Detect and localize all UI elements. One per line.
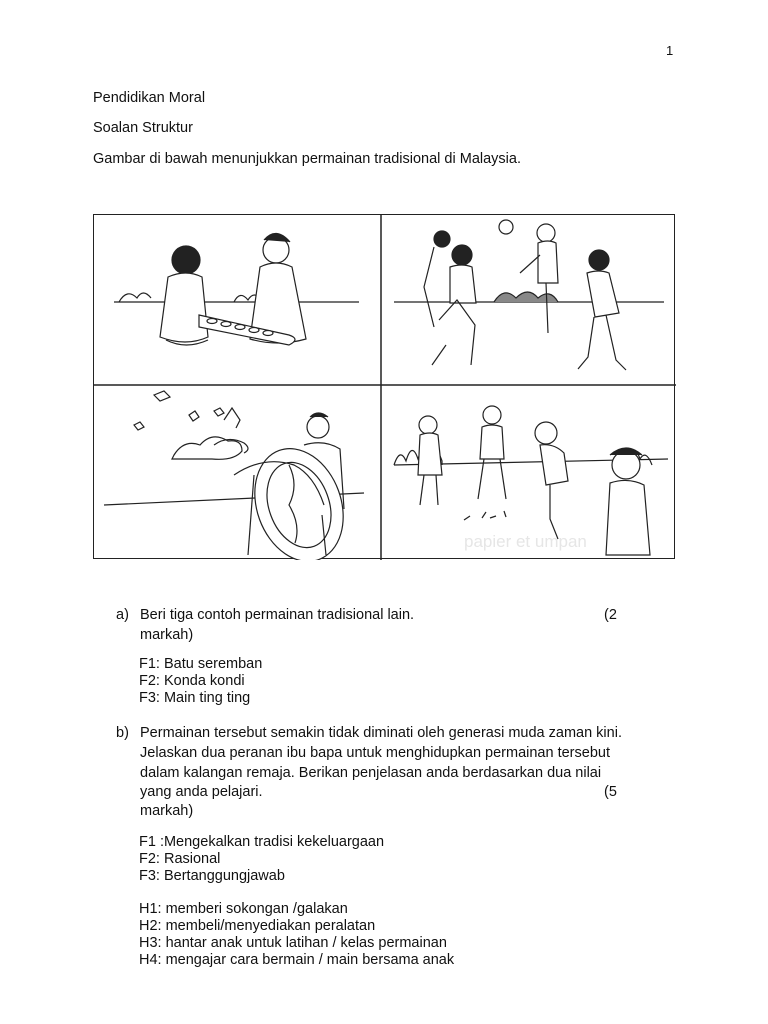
intro-text: Gambar di bawah menunjukkan permainan tradisional di Malaysia.: [93, 151, 521, 167]
role-1: H1: memberi sokongan /galakan: [139, 901, 348, 917]
answer-a-3: F3: Main ting ting: [139, 690, 251, 706]
page-number: 1: [666, 43, 674, 58]
value-3: F3: Bertanggungjawab: [139, 868, 285, 884]
panel-sepak-raga: [394, 220, 664, 370]
answer-a-2: F2: Konda kondi: [139, 673, 245, 689]
question-a-marks: (2: [604, 607, 617, 623]
role-3: H3: hantar anak untuk latihan / kelas permainan: [139, 935, 447, 951]
panel-congkak: [114, 233, 359, 345]
games-illustration: [93, 214, 675, 559]
role-4: H4: mengajar cara bermain / main bersama anak: [139, 952, 455, 968]
question-b-line-1: Permainan tersebut semakin tidak diminati oleh generasi muda zaman kini.: [140, 725, 622, 741]
role-2: H2: membeli/menyediakan peralatan: [139, 918, 376, 934]
answer-a-1: F1: Batu seremban: [139, 656, 263, 672]
question-a-text: Beri tiga contoh permainan tradisional lain.: [140, 607, 415, 623]
value-2: F2: Rasional: [139, 851, 221, 867]
subject-title: Pendidikan Moral: [93, 90, 206, 106]
value-1: F1 :Mengekalkan tradisi kekeluargaan: [139, 834, 385, 850]
watermark-text: papier et umpan: [464, 532, 587, 551]
question-b-marks: (5: [604, 784, 617, 800]
question-b-letter: b): [116, 725, 129, 741]
question-a-letter: a): [116, 607, 129, 623]
question-b-line-3: dalam kalangan remaja. Berikan penjelasan anda berdasarkan dua nilai: [140, 765, 602, 781]
question-b-marks-cont: markah): [140, 803, 194, 819]
question-b-line-2: Jelaskan dua peranan ibu bapa untuk menghidupkan permainan tersebut: [140, 745, 610, 761]
panel-wau: [104, 391, 364, 560]
question-b-line-4: yang anda pelajari.: [140, 784, 263, 800]
section-title: Soalan Struktur: [93, 120, 193, 136]
illustration-drawing: [94, 215, 676, 560]
question-a-marks-cont: markah): [140, 627, 194, 643]
